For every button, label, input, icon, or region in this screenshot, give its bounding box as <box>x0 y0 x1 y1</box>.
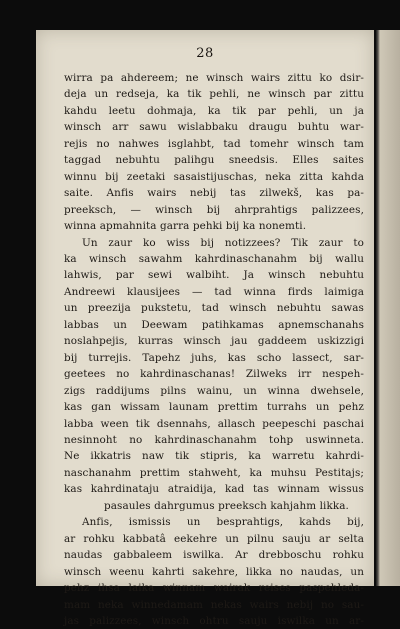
book-page <box>36 30 374 627</box>
text-line: zigs raddijums pilns wainu, un winna dwehsele, <box>64 384 364 397</box>
text-line: geetees no kahrdinaschanas! Zilweks irr nespeh- <box>64 368 364 381</box>
text-line: pasaules dahrgumus preeksch kahjahm likka. <box>104 499 349 512</box>
text-line: un preezija pukstetu, tad winsch nebuhtu sawas <box>64 302 364 315</box>
text-line: ka winsch sawahm kahrdinaschanahm bij wallu <box>64 252 364 265</box>
text-line: lahwis, par sewi walbiht. Ja winsch nebuhtu <box>64 269 364 282</box>
text-line: bij turrejis. Tapehz juhs, kas scho lassect, sar- <box>64 351 364 364</box>
body-text <box>64 70 364 629</box>
page-edge <box>376 30 400 586</box>
text-line: winsch arr sawu wislabbaku draugu buhtu war- <box>64 121 364 134</box>
text-line: naschanahm prettim stahweht, ka muhsu Pestitajs; <box>64 466 364 479</box>
text-line: Andreewi klausijees — tad winna firds laimiga <box>64 285 364 298</box>
text-line: labba ween tik dsennahs, allasch peepeschi paschai <box>64 417 364 430</box>
text-line: kas gan wissam launam prettim turrahs un pehz <box>64 401 364 414</box>
text-line: Un zaur ko wiss bij notizzees? Tik zaur to <box>82 236 364 249</box>
text-line: noslahpejis, kurras winsch jau gaddeem uskizzigi <box>64 335 364 348</box>
text-line: deja un redseja, ka tik pehli, ne winsch par zittu <box>64 88 364 101</box>
page-number: 28 <box>196 46 214 61</box>
text-line: mam neka winnedamam nekas wairs nebij no sau- <box>64 598 364 611</box>
text-line: saite. Anfis wairs nebij tas zilwekš, kas pa- <box>64 187 364 200</box>
text-line: kahdu leetu dohmaja, ka tik par pehli, un ja <box>64 104 364 117</box>
text-line: wirra pa ahdereem; ne winsch wairs zittu ko dsir- <box>64 72 364 84</box>
text-line: ar rohku kabbatâ eekehre un pilnu sauju ar selta <box>64 532 364 545</box>
text-line: pehz ihsa laika winnam wairak reises paspehleda- <box>64 582 364 595</box>
text-line: naudas gabbaleem iswilka. Ar drebboschu rohku <box>64 549 364 562</box>
text-line: nesinnoht no kahrdinaschanahm tohp uswinneta. <box>64 433 364 446</box>
text-line: jas palizzees, winsch ohtru sauju iswilka un ar- <box>64 614 364 627</box>
text-line: winsch weenu kahrti sakehre, likka no naudas, un <box>64 565 364 578</box>
text-line: preeksch, — winsch bij ahrprahtigs palizzees, <box>64 203 364 216</box>
text-line: winnu bij zeetaki sasaistijuschas, neka zitta kahda <box>64 170 364 183</box>
text-line: labbas un Deewam patihkamas apnemschanahs <box>64 318 364 331</box>
text-line: Ne ikkatris naw tik stipris, ka warretu kahrdi- <box>64 450 364 463</box>
text-line: Anfis, ismissis un besprahtigs, kahds bij, <box>82 516 364 529</box>
text-line: kas kahrdinataju atraidija, kad tas winnam wissus <box>64 483 364 496</box>
text-line: winna apmahnita garra pehki bij ka nonemti. <box>64 220 307 233</box>
text-line: rejis no nahwes isglahbt, tad tomehr winsch tam <box>64 137 364 150</box>
text-line: taggad nebuhtu palihgu sneedsis. Elles saites <box>64 154 364 167</box>
